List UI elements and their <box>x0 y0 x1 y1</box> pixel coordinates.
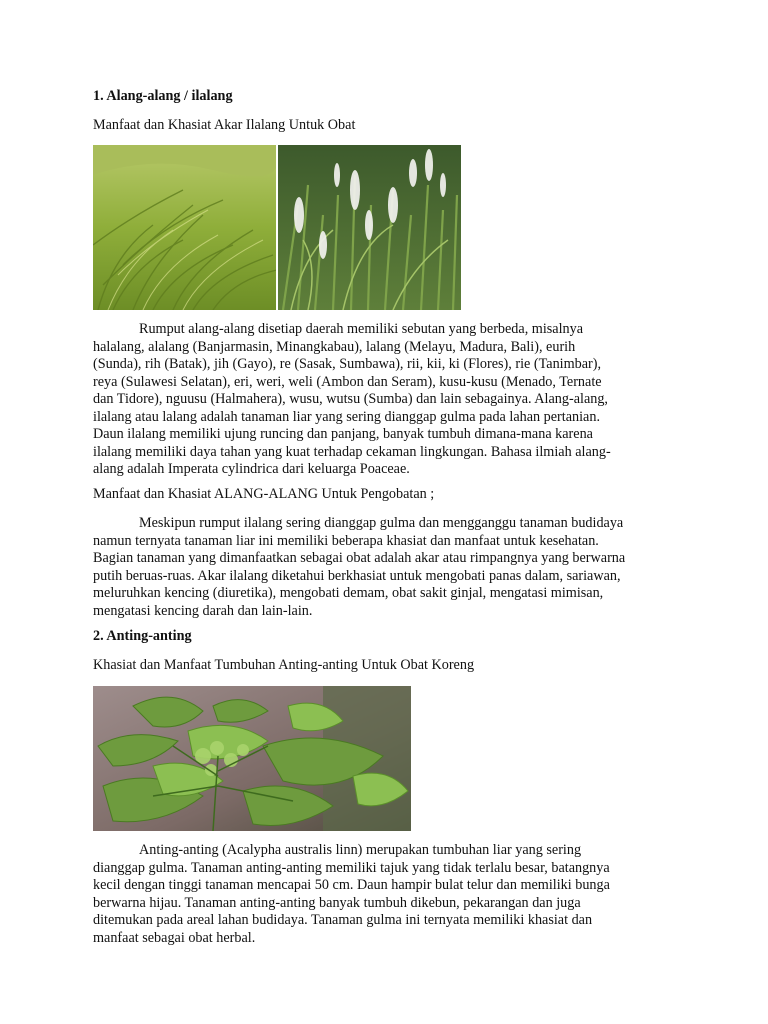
section-1-subtitle: Manfaat dan Khasiat Akar Ilalang Untuk Obat <box>93 117 356 133</box>
section-2-subtitle: Khasiat dan Manfaat Tumbuhan Anting-anting Untuk Obat Koreng <box>93 657 475 673</box>
text-line: Daun ilalang memiliki ujung runcing dan panjang, banyak tumbuh dimana-mana karena <box>93 426 593 442</box>
anting-anting-photo <box>93 686 411 831</box>
text-line: manfaat sebagai obat herbal. <box>93 929 256 946</box>
text-line: ilalang memiliki daya tahan yang kuat terhadap cekaman lingkungan. Bahasa ilmiah alang- <box>93 443 611 460</box>
text-line: ditemukan pada areal lahan budidaya. Tanaman gulma ini ternyata memiliki khasiat dan <box>93 912 593 928</box>
text-line: dianggap gulma. Tanaman anting-anting memiliki tajuk yang tidak terlalu besar, batangnya <box>93 859 610 876</box>
section-1-heading: 1. Alang-alang / ilalang <box>93 88 233 104</box>
text-line: alang adalah Imperata cylindrica dari keluarga Poaceae. <box>93 461 410 477</box>
text-line: ilalang atau lalang adalah tanaman liar yang sering dianggap gulma pada lahan pertanian. <box>93 408 600 425</box>
section-1-paragraph-2 <box>93 515 677 620</box>
text-line: reya (Sulawesi Selatan), eri, weri, weli (Ambon dan Seram), kusu-kusu (Menado, Ternate <box>93 373 602 390</box>
text-line: berwarna hijau. Tanaman anting-anting banyak tumbuh dikebun, pekarangan dan juga <box>93 894 581 911</box>
text-line: Bagian tanaman yang dimanfaatkan sebagai obat adalah akar atau rimpangnya yang berwarna <box>93 550 626 566</box>
text-line: putih beruas-ruas. Akar ilalang diketahui berkhasiat untuk mengobati panas dalam, sariawan, <box>93 567 621 584</box>
section-2-paragraph-1 <box>93 842 677 947</box>
text-line: mengatasi kencing darah dan lain-lain. <box>93 602 313 619</box>
section-1-paragraph-1 <box>93 321 677 479</box>
text-line: kecil dengan tinggi tanaman mencapai 50 cm. Daun hampir bulat telur dan memiliki bunga <box>93 877 610 893</box>
text-line: Anting-anting (Acalypha australis linn) merupakan tumbuhan liar yang sering <box>139 842 582 858</box>
section-2-heading: 2. Anting-anting <box>93 628 192 644</box>
section-1-subtitle-2: Manfaat dan Khasiat ALANG-ALANG Untuk Pengobatan ; <box>93 486 435 502</box>
text-line: Rumput alang-alang disetiap daerah memiliki sebutan yang berbeda, misalnya <box>139 321 584 337</box>
text-line: (Sunda), rih (Batak), jih (Gayo), re (Sasak, Sumbawa), rii, kii, ki (Flores), rie (Tanimbar), <box>93 356 602 372</box>
text-line: Meskipun rumput ilalang sering dianggap gulma dan mengganggu tanaman budidaya <box>139 515 624 531</box>
text-line: meluruhkan kencing (diuretika), mengobati demam, obat sakit ginjal, mengatasi mimisan, <box>93 585 604 601</box>
text-line: dan Tidore), nguusu (Halmahera), wusu, wutsu (Sumba) dan lain sebagainya. Alang-alang, <box>93 391 608 407</box>
text-line: namun ternyata tanaman liar ini memiliki beberapa khasiat dan manfaat untuk kesehatan. <box>93 532 599 549</box>
text-line: halalang, alalang (Banjarmasin, Minangkabau), lalang (Melayu, Madura, Bali), eurih <box>93 338 576 355</box>
alang-alang-photo <box>93 145 461 310</box>
